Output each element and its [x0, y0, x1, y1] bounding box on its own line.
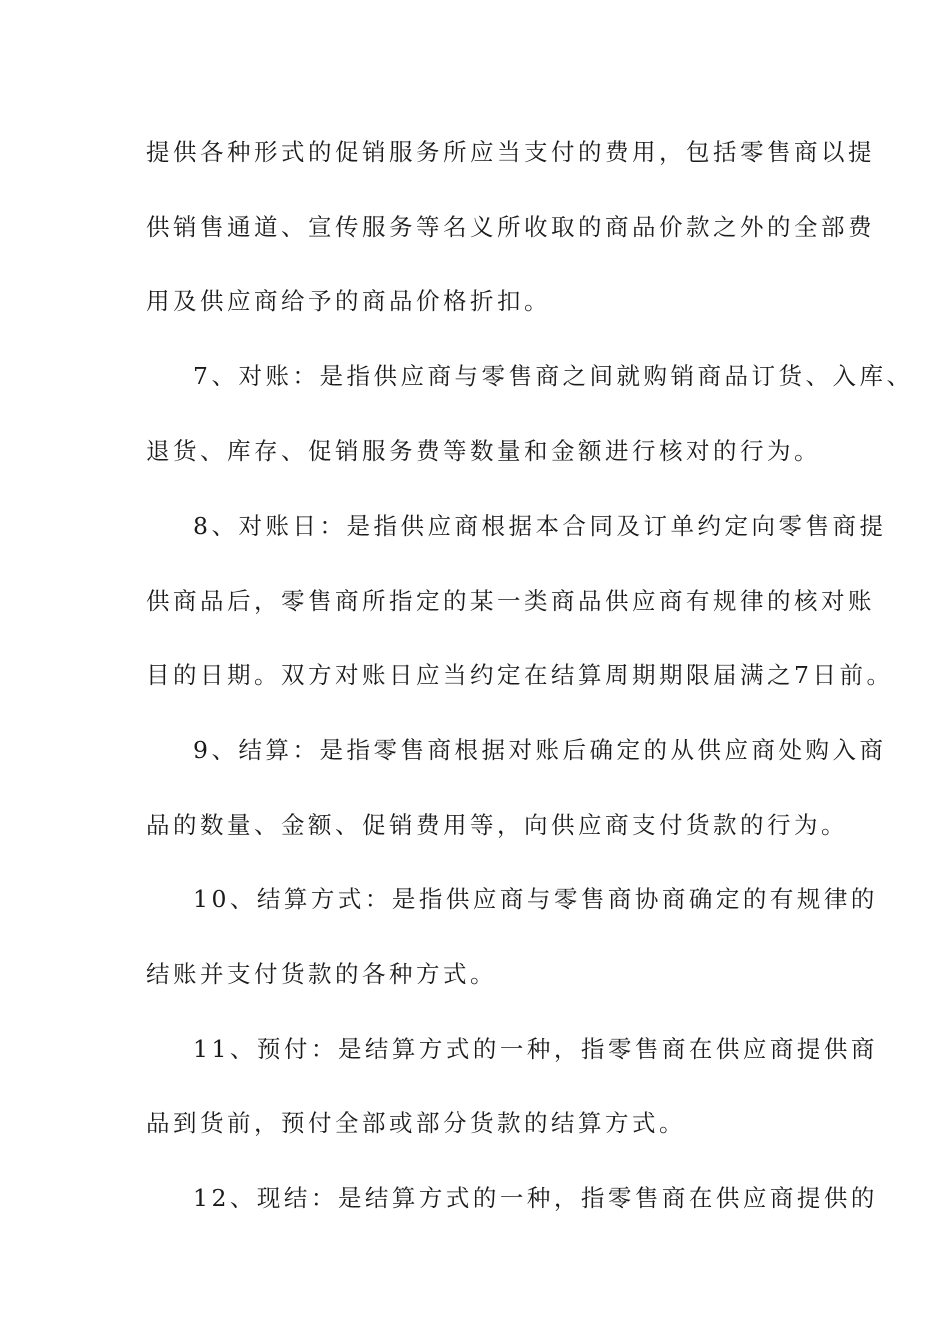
- text-line: 品到货前，预付全部或部分货款的结算方式。: [146, 1109, 686, 1137]
- text-line: 目的日期。双方对账日应当约定在结算周期期限届满之7日前。: [146, 661, 894, 689]
- text-line: 9、结算：是指零售商根据对账后确定的从供应商处购入商: [193, 736, 887, 764]
- text-line: 11、预付：是结算方式的一种，指零售商在供应商提供商: [193, 1035, 878, 1063]
- text-line: 提供各种形式的促销服务所应当支付的费用，包括零售商以提: [146, 138, 875, 166]
- text-line: 7、对账：是指供应商与零售商之间就购销商品订货、入库、: [193, 362, 914, 390]
- text-line: 退货、库存、促销服务费等数量和金额进行核对的行为。: [146, 437, 821, 465]
- text-line: 用及供应商给予的商品价格折扣。: [146, 287, 551, 315]
- text-line: 供销售通道、宣传服务等名义所收取的商品价款之外的全部费: [146, 213, 875, 241]
- text-line: 结账并支付货款的各种方式。: [146, 960, 497, 988]
- text-line: 供商品后，零售商所指定的某一类商品供应商有规律的核对账: [146, 587, 875, 615]
- text-line: 10、结算方式：是指供应商与零售商协商确定的有规律的: [193, 885, 878, 913]
- text-line: 12、现结：是结算方式的一种，指零售商在供应商提供的: [193, 1184, 878, 1212]
- text-line: 8、对账日：是指供应商根据本合同及订单约定向零售商提: [193, 512, 887, 540]
- text-line: 品的数量、金额、促销费用等，向供应商支付货款的行为。: [146, 811, 848, 839]
